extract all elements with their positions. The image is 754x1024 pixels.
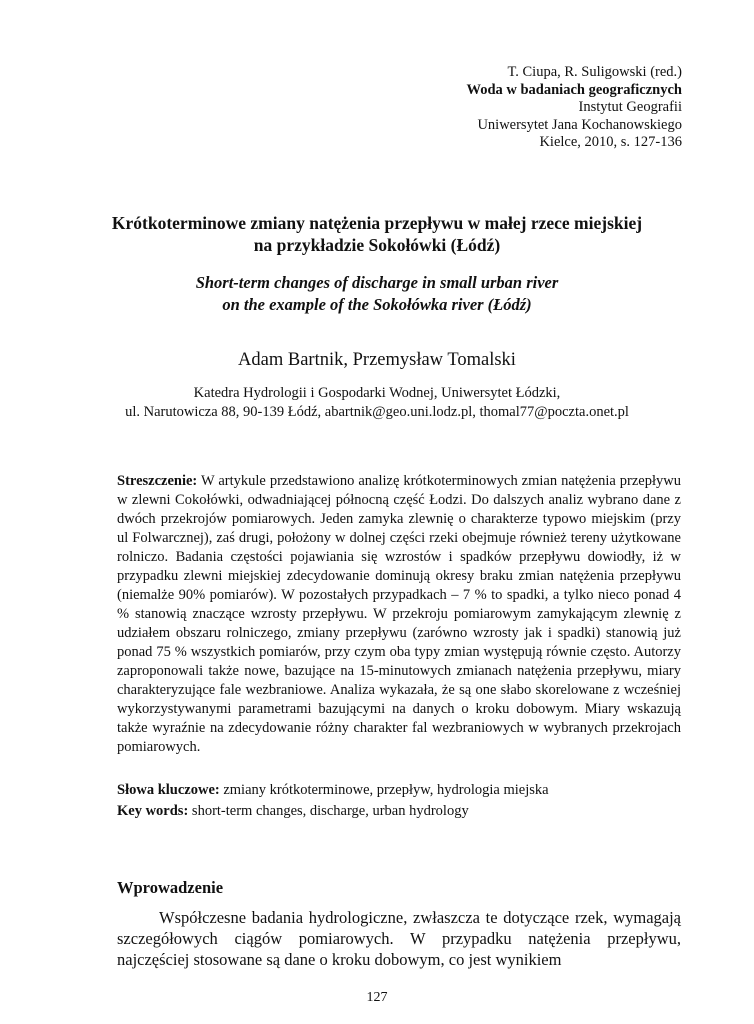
keywords-en-text: short-term changes, discharge, urban hydrology bbox=[191, 802, 469, 819]
abstract-label: Streszczenie: bbox=[117, 473, 198, 489]
intro-paragraph bbox=[117, 907, 681, 970]
citation-editors: T. Ciupa, R. Suligowski (red.) bbox=[507, 64, 682, 80]
keywords-en-label: Key words: bbox=[117, 802, 189, 819]
intro-text: Współczesne badania hydrologiczne, zwłaszcza te dotyczące rzek, wymagają szczegółowych ciągów pomiarowych. W przypadku natężenia przepływu, najczęściej stosowane są dane o kroku dobowym, co jest wynikiem bbox=[117, 908, 681, 969]
affiliation-line-2: ul. Narutowicza 88, 90-139 Łódź, abartnik@geo.uni.lodz.pl, thomal77@poczta.onet.pl bbox=[125, 403, 629, 420]
citation-university: Uniwersytet Jana Kochanowskiego bbox=[477, 116, 682, 133]
keywords-pl-label: Słowa kluczowe: bbox=[117, 782, 220, 798]
title-en-line-2: on the example of the Sokołówka river (Łódź) bbox=[222, 294, 532, 314]
keywords-pl bbox=[117, 780, 687, 801]
section-heading-intro: Wprowadzenie bbox=[117, 878, 224, 897]
abstract bbox=[117, 472, 681, 757]
citation-block bbox=[467, 64, 683, 152]
affiliation bbox=[60, 384, 694, 421]
keywords-pl-text: zmiany krótkoterminowe, przepływ, hydrologia miejska bbox=[223, 782, 549, 798]
paper-title-pl bbox=[60, 212, 694, 256]
affiliation-line-1: Katedra Hydrologii i Gospodarki Wodnej, Uniwersytet Łódzki, bbox=[193, 385, 561, 401]
abstract-text: W artykule przedstawiono analizę krótkoterminowych zmian natężenia przepływu w zlewni Cokołówki, odwadniającej północną część Łodzi. Do dalszych analiz wybrano dane z dwóch przekrojów pomiarowych. Jeden zamyka zlewnię o charakterze typowo miejskim (przy ul Folwarcznej), zaś drugi, położony w dolnej części rzeki obejmuje również tereny użytkowane rolniczo. Badania częstości pojawiania się wzrostów i spadków przepływu dowiodły, iż w przypadku zlewni miejskiej zdecydowanie dominują okresy braku zmian natężenia przepływu (niemalże 90% pomiarów). W pozostałych przypadkach – 7 % to spadki, a tylko nieco ponad 4 % stanowią znaczące wzrosty przepływu. W przekroju pomiarowym zamykającym zlewnię z udziałem obszaru rolniczego, zmiany przepływu (zarówno wzrosty jak i spadki) stanowią już ponad 75 % wszystkich pomiarów, przy czym oba typy zmian występują równie często. Autorzy zaproponowali także nowe, bazujące na 15-minutowych zmianach natężenia przepływu, miary charakteryzujące fale wezbraniowe. Analiza wykazała, że są one słabo skorelowane z wcześniej wykorzystywanymi parametrami bazującymi na danych o kroku dobowym. Miary wskazują także wyraźnie na zdecydowanie różny charakter fal wezbraniowych w wybranych przekrojach pomiarowych. bbox=[117, 473, 681, 755]
keywords-en bbox=[117, 801, 687, 822]
citation-place-pages: Kielce, 2010, s. 127-136 bbox=[539, 134, 682, 151]
title-pl-line-1: Krótkoterminowe zmiany natężenia przepływu w małej rzece miejskiej bbox=[111, 213, 643, 233]
page-number: 127 bbox=[366, 990, 388, 1005]
authors: Adam Bartnik, Przemysław Tomalski bbox=[238, 350, 516, 370]
citation-institute: Instytut Geografii bbox=[578, 99, 682, 116]
title-pl-line-2: na przykładzie Sokołówki (Łódź) bbox=[253, 235, 501, 255]
citation-book-title: Woda w badaniach geograficznych bbox=[466, 81, 682, 98]
title-en-line-1: Short-term changes of discharge in small urban river bbox=[195, 273, 559, 292]
keywords-block bbox=[117, 780, 687, 821]
paper-title-en bbox=[60, 272, 694, 315]
